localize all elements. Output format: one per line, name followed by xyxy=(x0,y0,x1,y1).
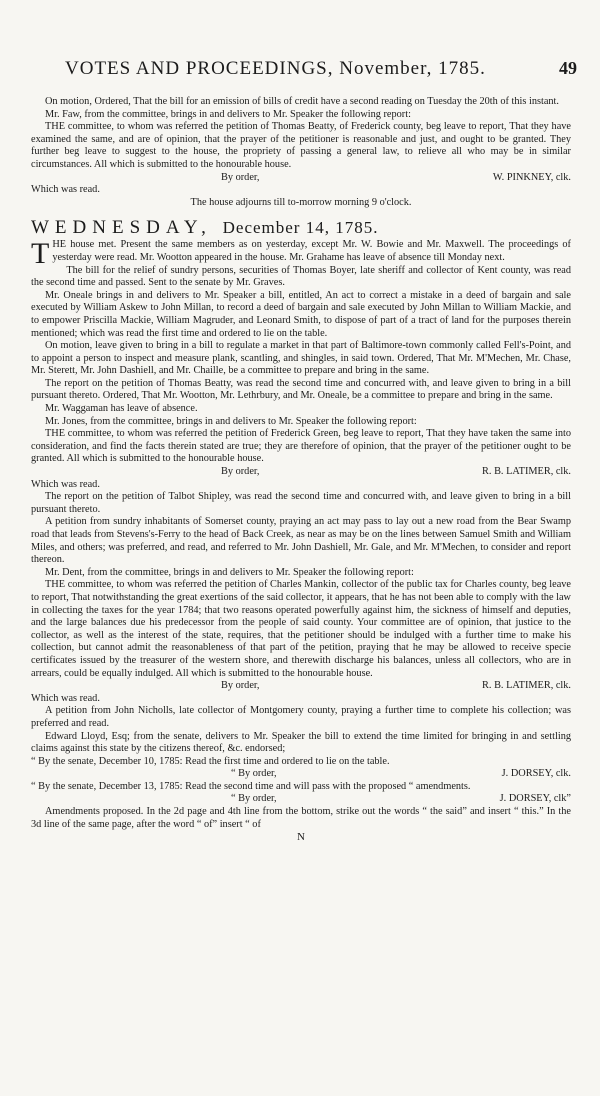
by-order: By order, xyxy=(221,466,260,478)
paragraph: On motion, Ordered, That the bill for an emission of bills of credit have a second reading on Tuesday the 20th of this instant. xyxy=(45,96,559,107)
report-paragraph: THE committee, to whom was referred the petition of Frederick Green, beg leave to report, That they have taken the same into consideration, and find the facts therein stated are true; they are therefore of opinion, that the prayer of the petitioner ought to be granted. All which is submitted to the honourable house. xyxy=(31,428,571,465)
signature-line xyxy=(31,680,571,693)
read-note: Which was read. xyxy=(31,692,100,704)
clerk-signature: R. B. LATIMER, clk. xyxy=(482,680,571,692)
clerk-signature: R. B. LATIMER, clk. xyxy=(482,466,571,478)
paragraph: Mr. Waggaman has leave of absence. xyxy=(45,403,198,415)
day-proceedings xyxy=(31,239,571,831)
opening-text: HE house met. Present the same members as on yesterday, except Mr. W. Bowie and Mr. Maxwell. The proceedings of yesterday were read. Mr. Wootton appeared in the house. Mr. Grahame has leave of absence till Monday next. xyxy=(52,239,571,263)
paragraph: A petition from sundry inhabitants of Somerset county, praying an act may pass to lay out a new road from the Bear Swamp road that leads from Stevens's-Ferry to the head of Back Creek, as near as may be on the lines between Samuel Smith and William Miles, and others; was preferred, and read, and referred to Mr. John Dashiell, Mr. Gale, and Mr. M'Mechen, to consider and report thereon. xyxy=(31,516,571,566)
by-order: “ By order, xyxy=(231,793,277,805)
paragraph: Amendments proposed. In the 2d page and 4th line from the bottom, strike out the words “ the said” and insert “ this.” In the 3d line of the same page, after the word “ of” insert “ of xyxy=(31,806,571,830)
clerk-signature: J. DORSEY, clk” xyxy=(499,793,571,805)
document-page xyxy=(31,56,577,844)
report-paragraph: THE committee, to whom was referred the petition of Charles Mankin, collector of the public tax for Charles county, beg leave to report, That notwithstanding the great exertions of the said collector, it appears, that he has not been able to comply with the law in collecting the taxes for the year 1784; that two reasons operated powerfully against him, the sickness of himself and deputies, and the large balances due his predecessor from the people of said county. Your committee are of opinion, that justice to the collector, as well as the interest of the state, requires, that the petitioner should be indulged with a further time to make his collection, but cannot admit the reasonableness of that part of the petition, praying that he may be allowed to receive specie certificates issued by the treasurer of the western shore, and therewith discharge his balances, unless all collectors, who are in arrears, could be equally indulged. All which is submitted to the honourable house. xyxy=(31,579,571,679)
top-section xyxy=(31,96,571,209)
paragraph: A petition from John Nicholls, late collector of Montgomery county, praying a further time to complete his collection; was preferred and read. xyxy=(31,705,571,729)
read-note: Which was read. xyxy=(31,478,100,490)
paragraph: On motion, leave given to bring in a bill to regulate a market in that part of Baltimore-town commonly called Fell's-Point, and to appoint a person to inspect and measure plank, scantling, and shingles, in said town. Ordered, That Mr. M'Mechen, Mr. Chase, Mr. Sterett, Mr. John Dashiell, and Mr. Chaille, be a committee to prepare and bring in the same. xyxy=(31,340,571,377)
signature-mark: N xyxy=(297,831,305,844)
paragraph: Edward Lloyd, Esq; from the senate, delivers to Mr. Speaker the bill to extend the time limited for bringing in and settling claims against this state by the citizens thereof, &c. endorsed; xyxy=(31,730,571,755)
drop-cap: T xyxy=(31,237,50,271)
running-header xyxy=(31,56,577,96)
day-date: December 14, 1785. xyxy=(222,218,379,238)
by-order: By order, xyxy=(221,680,260,692)
paragraph: Mr. Dent, from the committee, brings in and delivers to Mr. Speaker the following report: xyxy=(45,566,414,578)
page-number: 49 xyxy=(559,58,577,78)
adjourn-note: The house adjourns till to-morrow morning 9 o'clock. xyxy=(190,196,412,208)
paragraph: The bill for the relief of sundry persons, securities of Thomas Boyer, late sheriff and collector of Kent county, was read the second time and passed. Sent to the senate by Mr. Graves. xyxy=(31,264,571,289)
paragraph: Mr. Jones, from the committee, brings in and delivers to Mr. Speaker the following report: xyxy=(45,415,417,427)
signature-line xyxy=(31,793,571,806)
paragraph: The report on the petition of Talbot Shipley, was read the second time and concurred with, and leave given to bring in a bill pursuant thereto. xyxy=(31,491,571,515)
clerk-signature: J. DORSEY, clk. xyxy=(501,768,571,780)
paragraph: Mr. Oneale brings in and delivers to Mr. Speaker a bill, entitled, An act to correct a mistake in a deed of bargain and sale executed by William Askew to John Millan, to record a deed of bargain and sale executed by John Millan to William Mackie, and to empower Priscilla Mackie, William Magruder, and Leonard Smith, to dispose of part of a tract of land for the purposes therein mentioned; which was read the first time and ordered to lie on the table. xyxy=(31,289,571,339)
by-order: “ By order, xyxy=(231,768,277,780)
opening-paragraph xyxy=(31,237,571,271)
report-paragraph: THE committee, to whom was referred the petition of Thomas Beatty, of Frederick county, beg leave to report, That they have examined the same, and are of opinion, that the prayer of the petitioner is reasonable and just, and ought to be granted. They further beg leave to suggest to the house, the propriety of passing a general law, to relieve all who may be in similar circumstances. All which is submitted to the honourable house. xyxy=(31,121,571,170)
endorsement: “ By the senate, December 10, 1785: Read the first time and ordered to lie on the table. xyxy=(31,755,390,767)
endorsement: “ By the senate, December 13, 1785: Read the second time and will pass with the proposed “ amendments. xyxy=(31,780,471,792)
day-name: WEDNESDAY, xyxy=(31,217,212,239)
read-note: Which was read. xyxy=(31,184,100,196)
by-order: By order, xyxy=(221,171,260,183)
paragraph: Mr. Faw, from the committee, brings in and delivers to Mr. Speaker the following report: xyxy=(45,108,411,120)
signature-line xyxy=(31,768,571,781)
day-heading xyxy=(31,217,571,239)
signature-line xyxy=(31,466,571,479)
paragraph: The report on the petition of Thomas Beatty, was read the second time and concurred with, and leave given to bring in a bill pursuant thereto. Ordered, That Mr. Wootton, Mr. Lethrbury, and Mr. Oneale, be a committee to prepare and bring in the same. xyxy=(31,377,571,402)
signature-line xyxy=(31,172,571,185)
header-title: VOTES AND PROCEEDINGS, November, 1785. xyxy=(65,58,486,79)
clerk-signature: W. PINKNEY, clk. xyxy=(492,171,571,183)
